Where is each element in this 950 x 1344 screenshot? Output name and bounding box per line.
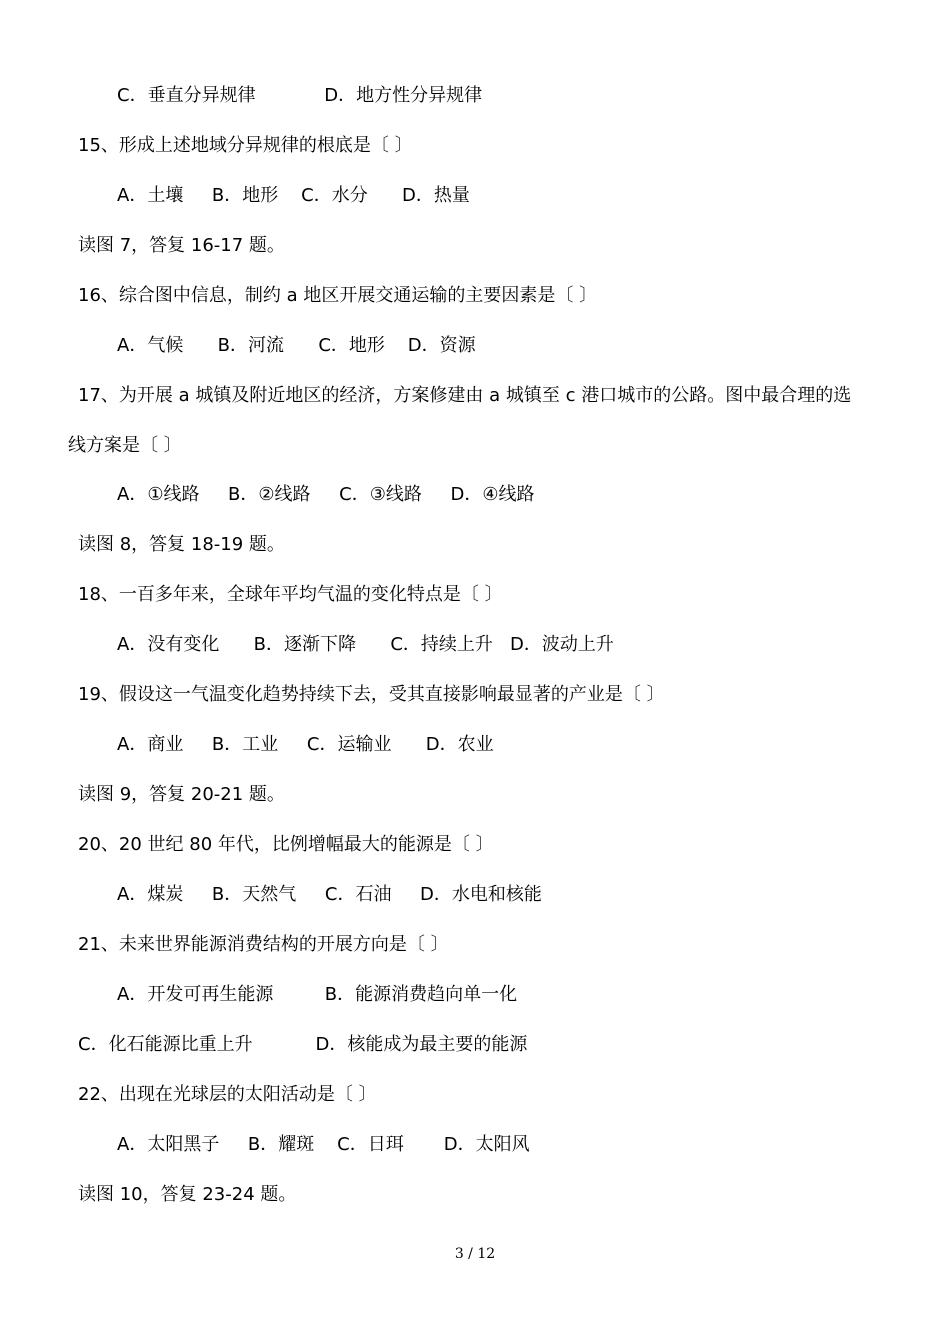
option-line: A．土壤 B．地形 C．水分 D．热量 <box>117 185 470 206</box>
instruction-line: 读图 8，答复 18-19 题。 <box>78 534 285 555</box>
option-line: A．①线路 B．②线路 C．③线路 D．④线路 <box>117 484 535 505</box>
question-line: 17、为开展 a 城镇及附近地区的经济，方案修建由 a 城镇至 c 港口城市的公路。图中最合理的选 <box>78 385 852 406</box>
question-line: 20、20 世纪 80 年代，比例增幅最大的能源是〔 〕 <box>78 834 494 855</box>
instruction-line: 读图 10，答复 23-24 题。 <box>78 1184 297 1205</box>
option-line: C．化石能源比重上升 D．核能成为最主要的能源 <box>78 1034 528 1055</box>
option-line: A．开发可再生能源 B．能源消费趋向单一化 <box>117 984 518 1005</box>
question-line: 21、未来世界能源消费结构的开展方向是〔 〕 <box>78 934 449 955</box>
question-continuation: 线方案是〔 〕 <box>68 435 182 456</box>
question-line: 18、一百多年来，全球年平均气温的变化特点是〔 〕 <box>78 584 503 605</box>
question-line: 15、形成上述地域分异规律的根底是〔 〕 <box>78 135 413 156</box>
option-line: A．煤炭 B．天然气 C．石油 D．水电和核能 <box>117 884 542 905</box>
option-line: A．没有变化 B．逐渐下降 C．持续上升 D．波动上升 <box>117 634 614 655</box>
option-line: A．商业 B．工业 C．运输业 D．农业 <box>117 734 494 755</box>
instruction-line: 读图 7，答复 16-17 题。 <box>78 235 285 256</box>
option-line: A．气候 B．河流 C．地形 D．资源 <box>117 335 476 356</box>
question-line: 22、出现在光球层的太阳活动是〔 〕 <box>78 1084 377 1105</box>
instruction-line: 读图 9，答复 20-21 题。 <box>78 784 285 805</box>
option-line: A．太阳黑子 B．耀斑 C．日珥 D．太阳风 <box>117 1134 530 1155</box>
question-line: 19、假设这一气温变化趋势持续下去，受其直接影响最显著的产业是〔 〕 <box>78 684 665 705</box>
option-line: C．垂直分异规律 D．地方性分异规律 <box>117 85 483 106</box>
page-number: 3 / 12 <box>454 1246 496 1262</box>
question-line: 16、综合图中信息，制约 a 地区开展交通运输的主要因素是〔 〕 <box>78 285 598 306</box>
